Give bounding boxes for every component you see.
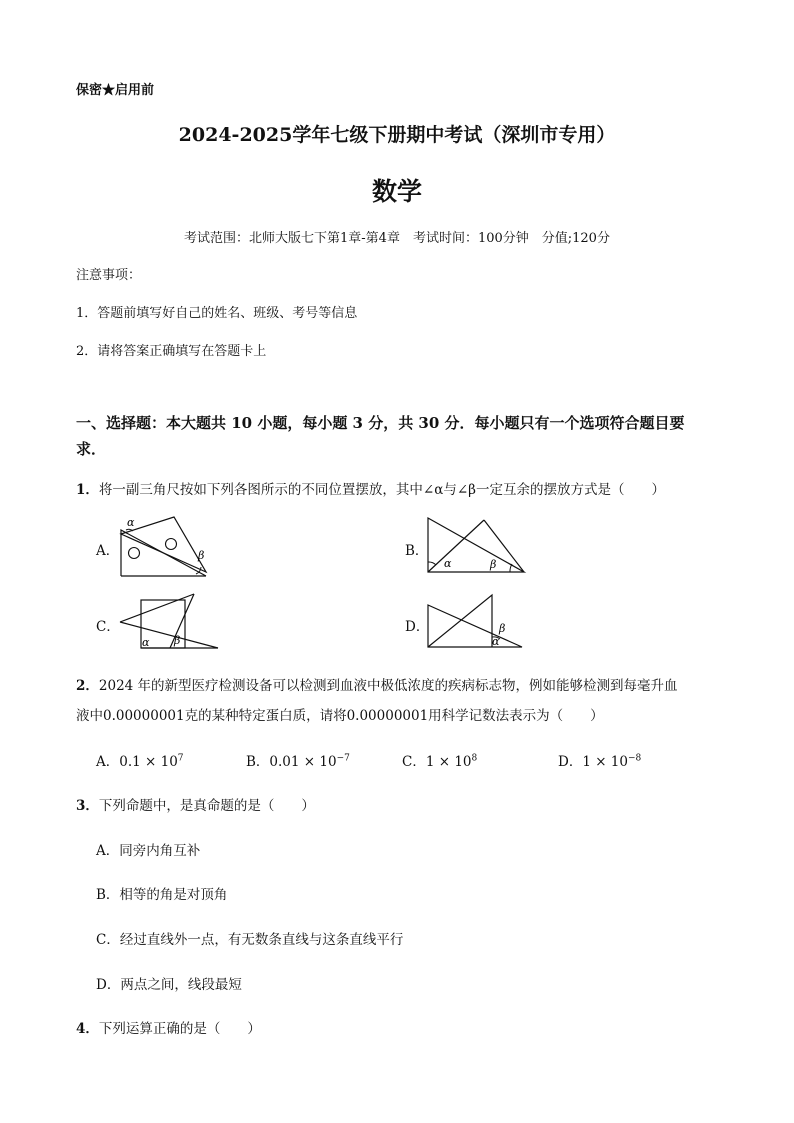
question-text: 下列命题中，是真命题的是（ ） bbox=[98, 798, 315, 814]
q3-option-a: A．同旁内角互补 bbox=[96, 843, 201, 859]
option-base: 0.01 × 10 bbox=[269, 754, 337, 770]
question-2 bbox=[76, 674, 726, 694]
option-label: C． bbox=[402, 754, 426, 770]
question-number: 2． bbox=[76, 678, 99, 694]
question-text-line1: 2024 年的新型医疗检测设备可以检测到血液中极低浓度的疾病标志物，例如能够检测到每毫升血 bbox=[98, 678, 678, 694]
option-label: A． bbox=[96, 754, 120, 770]
q1-figure-b bbox=[420, 512, 532, 578]
q1-figure-d bbox=[420, 590, 532, 652]
alpha-label: α bbox=[142, 636, 150, 649]
option-exponent: −7 bbox=[336, 753, 350, 764]
question-1 bbox=[76, 478, 665, 498]
subject-title: 数学 bbox=[371, 177, 422, 206]
q2-option-a bbox=[96, 750, 184, 770]
option-base: 0.1 × 10 bbox=[119, 754, 178, 770]
q3-option-c: C．经过直线外一点，有无数条直线与这条直线平行 bbox=[96, 932, 404, 948]
option-exponent: 7 bbox=[177, 753, 184, 764]
question-3 bbox=[76, 794, 315, 814]
exam-title: 2024-2025学年七级下册期中考试（深圳市专用） bbox=[178, 124, 616, 146]
question-text: 下列运算正确的是（ ） bbox=[98, 1021, 261, 1037]
exam-scope: 考试范围：北师大版七下第1章-第4章 考试时间：100分钟 分值;120分 bbox=[184, 231, 610, 246]
beta-label: β bbox=[499, 622, 506, 635]
q1-option-a-label: A． bbox=[96, 543, 120, 559]
q1-figure-c bbox=[112, 590, 222, 652]
question-number: 1． bbox=[76, 482, 99, 498]
q2-option-c bbox=[402, 750, 477, 770]
confidential-mark: 保密★启用前 bbox=[76, 83, 155, 98]
note-item-1: 1．答题前填写好自己的姓名、班级、考号等信息 bbox=[76, 306, 358, 321]
beta-label: β bbox=[174, 634, 181, 647]
section-heading-line1: 一、选择题：本大题共 10 小题，每小题 3 分，共 30 分．每小题只有一个选项符合题目要 bbox=[76, 414, 685, 432]
beta-label: β bbox=[198, 549, 205, 562]
beta-label: β bbox=[490, 558, 497, 571]
q3-option-b: B．相等的角是对顶角 bbox=[96, 887, 228, 903]
q2-option-d bbox=[558, 750, 641, 770]
option-label: D． bbox=[558, 754, 583, 770]
question-text: 将一副三角尺按如下列各图所示的不同位置摆放，其中∠α与∠β一定互余的摆放方式是（ ） bbox=[98, 482, 665, 498]
section-heading-line2: 求． bbox=[76, 440, 107, 458]
notes-heading: 注意事项： bbox=[76, 268, 142, 283]
question-4 bbox=[76, 1017, 261, 1037]
question-number: 3． bbox=[76, 798, 99, 814]
section-heading bbox=[76, 410, 726, 462]
q1-option-d-label: D． bbox=[405, 619, 430, 635]
option-base: 1 × 10 bbox=[582, 754, 628, 770]
question-number: 4． bbox=[76, 1021, 99, 1037]
q1-figure-a bbox=[112, 512, 222, 582]
option-base: 1 × 10 bbox=[425, 754, 472, 770]
option-exponent: −8 bbox=[628, 753, 642, 764]
alpha-label: α bbox=[492, 635, 500, 648]
alpha-label: α bbox=[127, 516, 135, 529]
option-label: B． bbox=[246, 754, 270, 770]
question-2-line2: 液中0.00000001克的某种特定蛋白质，请将0.00000001用科学记数法表示为（ ） bbox=[76, 708, 604, 724]
alpha-label: α bbox=[444, 557, 452, 570]
q1-option-c-label: C． bbox=[96, 619, 120, 635]
note-item-2: 2．请将答案正确填写在答题卡上 bbox=[76, 344, 267, 359]
q2-option-b bbox=[246, 750, 350, 770]
option-exponent: 8 bbox=[471, 753, 478, 764]
q1-option-b-label: B． bbox=[405, 543, 429, 559]
q3-option-d: D．两点之间，线段最短 bbox=[96, 977, 242, 993]
